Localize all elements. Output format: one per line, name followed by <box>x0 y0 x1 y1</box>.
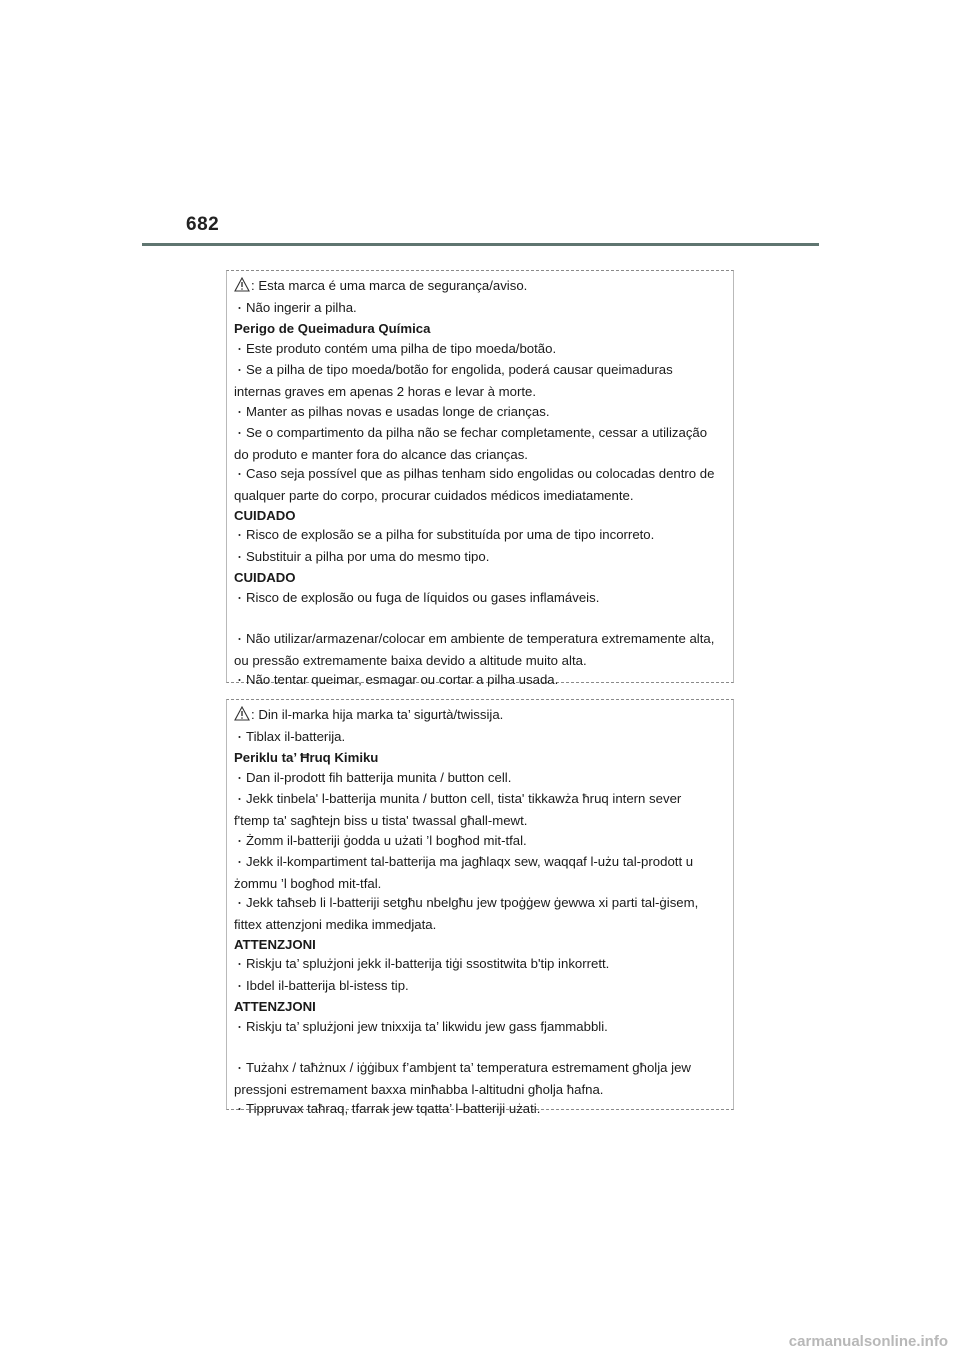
warning-mark-line <box>234 705 727 727</box>
keep-away-item: ・ Żomm il-batteriji ġodda u użati ’l bogħod mit-tfal. <box>234 831 727 853</box>
explosion-type-item: ・ Risco de explosão se a pilha for substituída por uma de tipo incorreto. <box>234 525 727 547</box>
chemical-burn-heading: Periklu ta’ Ħruq Kimiku <box>234 750 379 766</box>
caution-heading-2: ATTENZJONI <box>234 999 316 1015</box>
medical-item-line-2: qualquer parte do corpo, procurar cuidados médicos imediatamente. <box>234 487 634 503</box>
temperature-item-line-1: ・ Não utilizar/armazenar/colocar em ambiente de temperatura extremamente alta, <box>234 629 727 651</box>
swallowed-item-line-1: ・ Se a pilha de tipo moeda/botão for engolida, poderá causar queimaduras <box>234 360 727 382</box>
caution-heading-1: CUIDADO <box>234 507 296 523</box>
caution-heading-2: CUIDADO <box>234 570 296 586</box>
warning-triangle-icon <box>234 277 250 298</box>
explosion-leak-item: ・ Risco de explosão ou fuga de líquidos ou gases inflamáveis. <box>234 588 727 610</box>
compartment-item-line-2: do produto e manter fora do alcance das crianças. <box>234 446 528 462</box>
compartment-item-line-2: żommu ’l bogħod mit-tfal. <box>234 875 382 891</box>
warning-triangle-icon <box>234 706 250 727</box>
spacer <box>234 1039 727 1059</box>
battery-notice-maltese <box>226 699 734 1117</box>
replace-same-item: ・ Ibdel il-batterija bl-istess tip. <box>234 976 727 998</box>
keep-away-item: ・ Manter as pilhas novas e usadas longe de crianças. <box>234 402 727 424</box>
battery-notice-portuguese <box>226 270 734 688</box>
no-burn-item: ・ Não tentar queimar, esmagar ou cortar a pilha usada. <box>234 670 727 692</box>
contains-cell-item: ・ Dan il-prodott fih batterija munita / button cell. <box>234 768 727 790</box>
contains-cell-item: ・ Este produto contém uma pilha de tipo moeda/botão. <box>234 339 727 361</box>
warning-mark-text: : Esta marca é uma marca de segurança/aviso. <box>251 278 528 293</box>
temperature-item-line-1: ・ Tużahx / taħżnux / iġġibux f’ambjent ta’ temperatura estremament għolja jew <box>234 1058 727 1080</box>
warning-mark-text: : Din il-marka hija marka ta’ sigurtà/twissija. <box>251 707 504 722</box>
temperature-item-line-2: pressjoni estremament baxxa minħabba l-altitudni għolja ħafna. <box>234 1081 604 1097</box>
swallowed-item-line-2: f'temp ta' sagħtejn biss u tista' twassal għall-mewt. <box>234 812 528 828</box>
medical-item-line-2: fittex attenzjoni medika immedjata. <box>234 916 437 932</box>
caution-heading-1: ATTENZJONI <box>234 936 316 952</box>
swallowed-item-line-1: ・ Jekk tinbela' l-batterija munita / button cell, tista' tikkawża ħruq intern sever <box>234 789 727 811</box>
footer-watermark: carmanualsonline.info <box>788 1333 948 1350</box>
swallowed-item-line-2: internas graves em apenas 2 horas e levar à morte. <box>234 383 537 399</box>
compartment-item-line-1: ・ Se o compartimento da pilha não se fechar completamente, cessar a utilização <box>234 423 727 445</box>
warning-mark-line <box>234 276 727 298</box>
no-ingest-item: ・ Não ingerir a pilha. <box>234 298 727 320</box>
explosion-leak-item: ・ Riskju ta’ splużjoni jew tnixxija ta’ likwidu jew gass fjammabbli. <box>234 1017 727 1039</box>
replace-same-item: ・ Substituir a pilha por uma do mesmo tipo. <box>234 547 727 569</box>
medical-item-line-1: ・ Jekk taħseb li l-batteriji setgħu nbelgħu jew tpoġġew ġewwa xi parti tal-ġisem, <box>234 893 727 915</box>
explosion-type-item: ・ Riskju ta’ splużjoni jekk il-batterija tiġi ssostitwita b'tip inkorrett. <box>234 954 727 976</box>
compartment-item-line-1: ・ Jekk il-kompartiment tal-batterija ma jagħlaqx sew, waqqaf l-użu tal-prodott u <box>234 852 727 874</box>
medical-item-line-1: ・ Caso seja possível que as pilhas tenham sido engolidas ou colocadas dentro de <box>234 464 727 486</box>
header-rule <box>142 243 819 246</box>
temperature-item-line-2: ou pressão extremamente baixa devido a altitude muito alta. <box>234 652 587 668</box>
spacer <box>234 610 727 630</box>
no-burn-item: ・ Tippruvax taħraq, tfarrak jew tqatta’ l-batteriji użati. <box>234 1099 727 1121</box>
chemical-burn-heading: Perigo de Queimadura Química <box>234 321 431 337</box>
no-ingest-item: ・ Tiblax il-batterija. <box>234 727 727 749</box>
page-number: 682 <box>186 214 220 235</box>
